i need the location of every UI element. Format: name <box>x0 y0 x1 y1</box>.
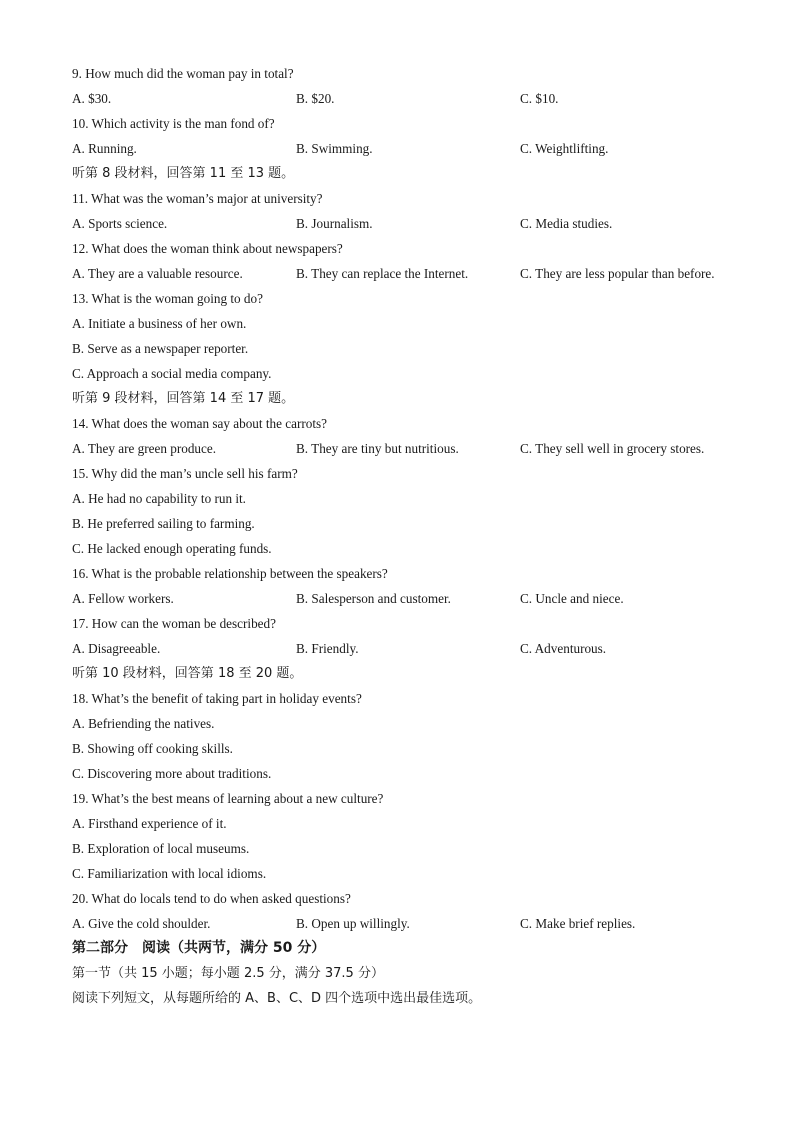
options-row <box>72 911 742 936</box>
options-row <box>72 586 742 611</box>
option-b: B. Journalism. <box>296 216 373 231</box>
section-instruction: 听第 8 段材料，回答第 11 至 13 题。 <box>72 166 295 181</box>
option-a: A. Befriending the natives. <box>72 716 215 731</box>
options-row <box>72 436 742 461</box>
options-row <box>72 211 742 236</box>
question-stem: 19. What’s the best means of learning about a new culture? <box>72 791 384 806</box>
option-c: C. $10. <box>520 91 559 106</box>
option-a: A. Give the cold shoulder. <box>72 916 211 931</box>
options-row <box>72 636 742 661</box>
question-stem: 20. What do locals tend to do when asked questions? <box>72 891 351 906</box>
option-b: B. Open up willingly. <box>296 916 410 931</box>
question-stem: 16. What is the probable relationship between the speakers? <box>72 566 388 581</box>
question-stem: 14. What does the woman say about the carrots? <box>72 416 328 431</box>
option-b: B. Showing off cooking skills. <box>72 741 233 756</box>
option-a: A. Fellow workers. <box>72 591 174 606</box>
option-a: A. He had no capability to run it. <box>72 491 246 506</box>
option-c: C. Media studies. <box>520 216 613 231</box>
question-stem: 15. Why did the man’s uncle sell his farm? <box>72 466 298 481</box>
option-b: B. Swimming. <box>296 141 373 156</box>
option-a: A. $30. <box>72 91 112 106</box>
section-instruction: 听第 10 段材料，回答第 18 至 20 题。 <box>72 666 303 681</box>
option-b: B. He preferred sailing to farming. <box>72 516 255 531</box>
exam-page <box>72 61 742 1011</box>
option-c: C. Approach a social media company. <box>72 366 272 381</box>
section-instruction: 阅读下列短文，从每题所给的 A、B、C、D 四个选项中选出最佳选项。 <box>72 991 482 1006</box>
option-a: A. Initiate a business of her own. <box>72 316 247 331</box>
option-b: B. They are tiny but nutritious. <box>296 441 459 456</box>
option-a: A. Firsthand experience of it. <box>72 816 227 831</box>
option-b: B. They can replace the Internet. <box>296 266 469 281</box>
question-stem: 17. How can the woman be described? <box>72 616 276 631</box>
option-a: A. Disagreeable. <box>72 641 161 656</box>
option-b: B. Exploration of local museums. <box>72 841 250 856</box>
option-a: A. They are a valuable resource. <box>72 266 243 281</box>
option-c: C. They are less popular than before. <box>520 266 715 281</box>
option-a: A. Sports science. <box>72 216 168 231</box>
option-b: B. Friendly. <box>296 641 359 656</box>
question-stem: 13. What is the woman going to do? <box>72 291 263 306</box>
question-stem: 12. What does the woman think about newspapers? <box>72 241 343 256</box>
option-c: C. Uncle and niece. <box>520 591 624 606</box>
option-c: C. They sell well in grocery stores. <box>520 441 705 456</box>
option-c: C. Discovering more about traditions. <box>72 766 272 781</box>
option-c: C. Adventurous. <box>520 641 607 656</box>
option-a: A. Running. <box>72 141 137 156</box>
question-stem: 9. How much did the woman pay in total? <box>72 66 294 81</box>
option-b: B. $20. <box>296 91 335 106</box>
question-stem: 10. Which activity is the man fond of? <box>72 116 275 131</box>
section-instruction: 听第 9 段材料，回答第 14 至 17 题。 <box>72 391 295 406</box>
section-heading: 第一节（共 15 小题；每小题 2.5 分，满分 37.5 分） <box>72 966 384 981</box>
question-stem: 18. What’s the benefit of taking part in holiday events? <box>72 691 362 706</box>
options-row <box>72 86 742 111</box>
question-stem: 11. What was the woman’s major at university? <box>72 191 323 206</box>
option-c: C. Weightlifting. <box>520 141 609 156</box>
options-row <box>72 136 742 161</box>
part-title: 阅读（共两节，满分 50 分） <box>142 940 326 956</box>
option-c: C. Familiarization with local idioms. <box>72 866 267 881</box>
part-label: 第二部分 <box>72 940 128 956</box>
option-b: B. Salesperson and customer. <box>296 591 451 606</box>
part-heading <box>72 936 742 961</box>
options-row <box>72 261 742 286</box>
option-a: A. They are green produce. <box>72 441 217 456</box>
option-c: C. He lacked enough operating funds. <box>72 541 272 556</box>
option-b: B. Serve as a newspaper reporter. <box>72 341 249 356</box>
option-c: C. Make brief replies. <box>520 916 636 931</box>
